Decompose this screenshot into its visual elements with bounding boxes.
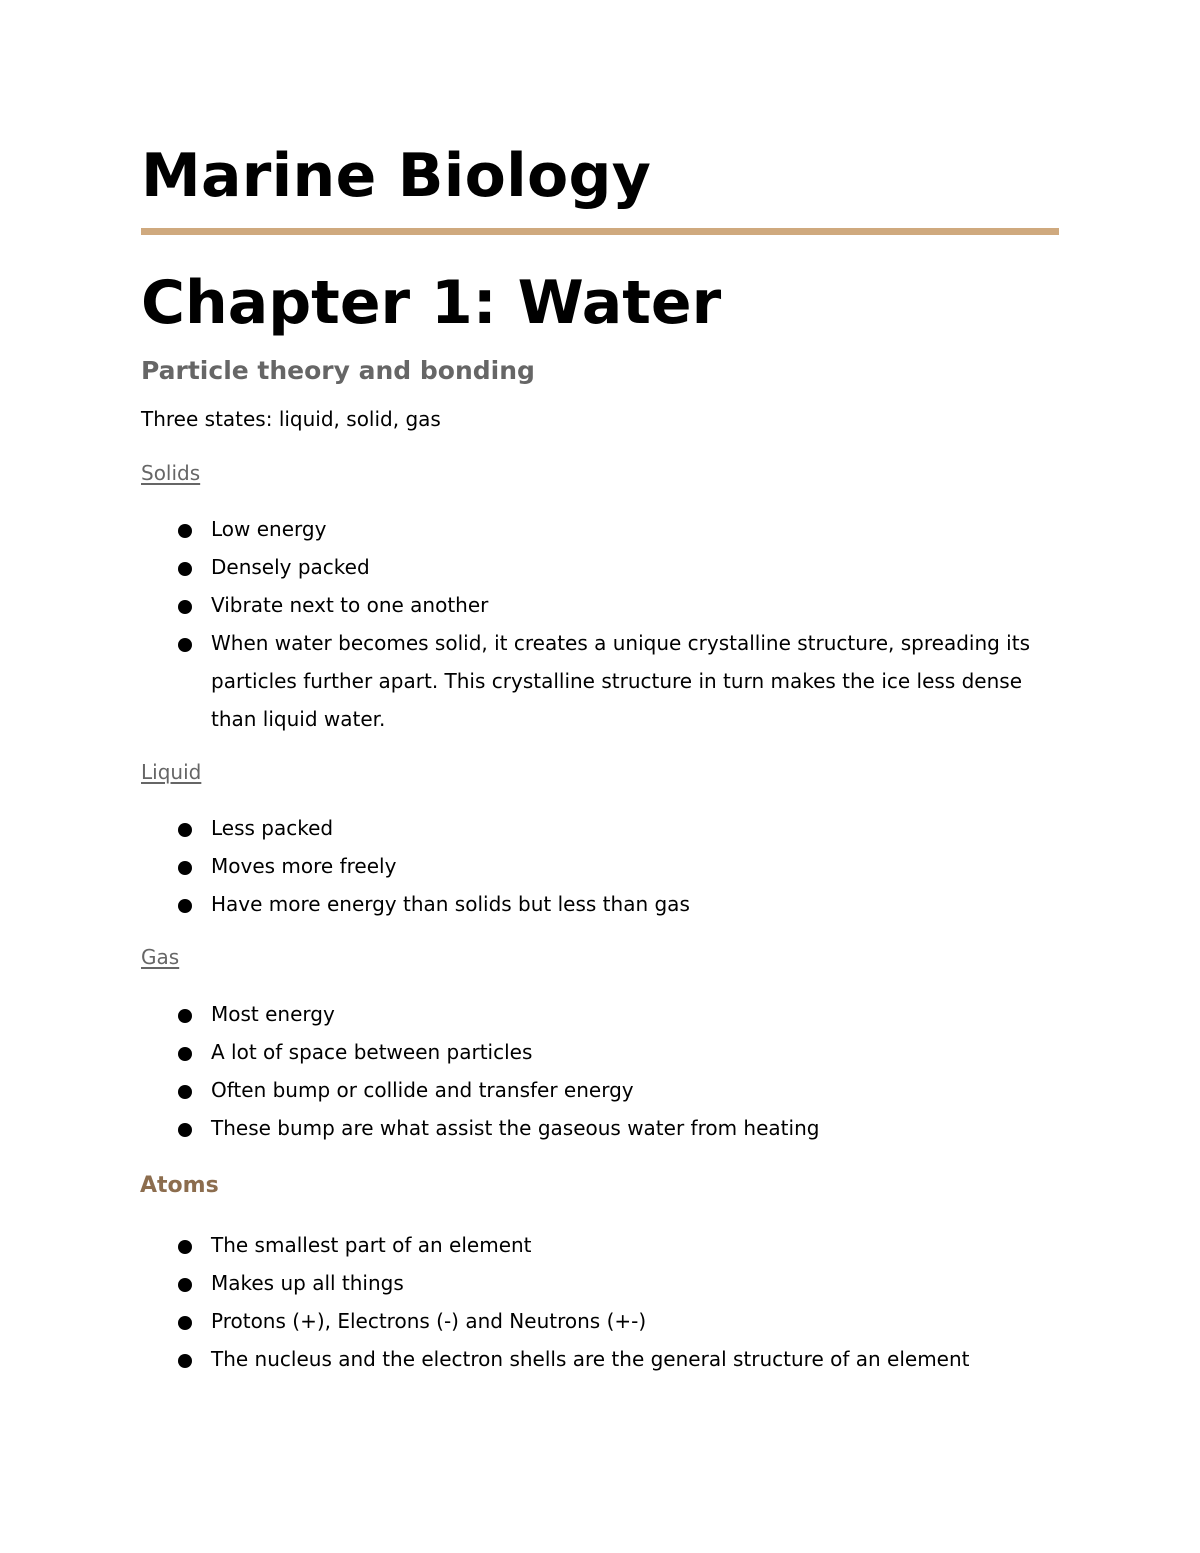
list-item: Vibrate next to one another (141, 586, 1059, 624)
list-item: When water becomes solid, it creates a unique crystalline structure, spreading its particles further apart. This crystalline structure in turn makes the ice less dense than liquid water. (141, 624, 1059, 738)
bullet-icon (178, 1085, 192, 1099)
bullet-icon (178, 1354, 192, 1368)
bullet-icon (178, 1047, 192, 1061)
bullet-icon (178, 1123, 192, 1137)
list-item: The nucleus and the electron shells are the general structure of an element (141, 1340, 1059, 1378)
bullet-icon (178, 1316, 192, 1330)
atoms-heading: Atoms (140, 1173, 219, 1198)
list-item: Makes up all things (141, 1264, 1059, 1302)
list-item: Moves more freely (141, 847, 1059, 885)
bullet-icon (178, 600, 192, 614)
title-divider (141, 228, 1059, 235)
bullet-icon (178, 1240, 192, 1254)
list-item: Protons (+), Electrons (-) and Neutrons (+-) (141, 1302, 1059, 1340)
list-item: The smallest part of an element (141, 1226, 1059, 1264)
section-subtitle: Particle theory and bonding (141, 356, 535, 385)
list-item: Often bump or collide and transfer energy (141, 1071, 1059, 1109)
solids-list (141, 510, 1059, 738)
gas-list (141, 995, 1059, 1147)
gas-label: Gas (141, 945, 180, 969)
liquid-label: Liquid (141, 760, 202, 784)
list-item: Densely packed (141, 548, 1059, 586)
bullet-icon (178, 524, 192, 538)
atoms-list (141, 1226, 1059, 1378)
bullet-icon (178, 861, 192, 875)
list-item: Less packed (141, 809, 1059, 847)
list-item: Most energy (141, 995, 1059, 1033)
bullet-icon (178, 1278, 192, 1292)
document-title: Marine Biology (141, 141, 652, 211)
intro-text: Three states: liquid, solid, gas (141, 407, 441, 431)
bullet-icon (178, 638, 192, 652)
chapter-title: Chapter 1: Water (141, 268, 722, 338)
list-item: Have more energy than solids but less than gas (141, 885, 1059, 923)
bullet-icon (178, 1009, 192, 1023)
bullet-icon (178, 823, 192, 837)
list-item: Low energy (141, 510, 1059, 548)
solids-label: Solids (141, 461, 201, 485)
bullet-icon (178, 562, 192, 576)
list-item: These bump are what assist the gaseous water from heating (141, 1109, 1059, 1147)
list-item: A lot of space between particles (141, 1033, 1059, 1071)
bullet-icon (178, 899, 192, 913)
liquid-list (141, 809, 1059, 923)
